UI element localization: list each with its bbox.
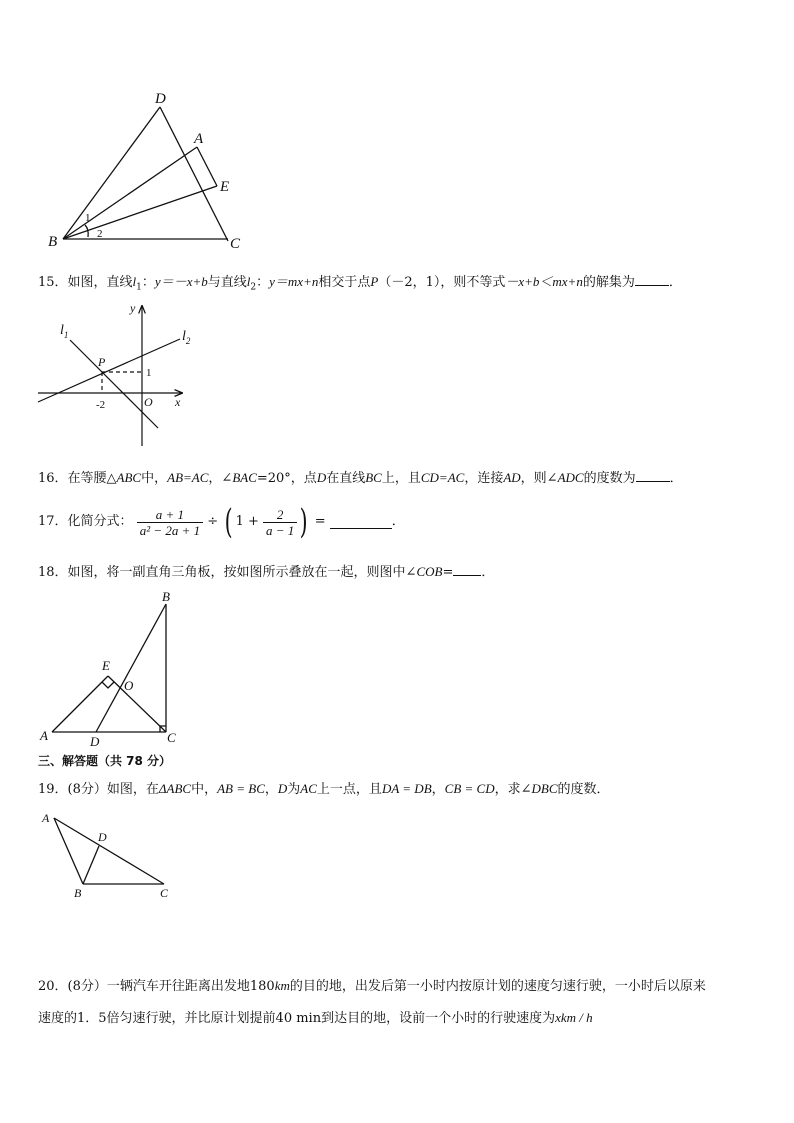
q15-l2: l <box>246 274 251 289</box>
q15-with: 与直线 <box>207 275 247 290</box>
q20-km: km <box>274 978 290 993</box>
q19-eq2: DA = DB <box>381 781 432 796</box>
q16-t1: 16．在等腰△ <box>38 471 117 486</box>
q17-num1: a + 1 <box>137 507 203 523</box>
q15-colon2: ： <box>256 275 270 290</box>
fig18-E: E <box>102 658 110 673</box>
q17-eq: = <box>314 514 326 529</box>
fig19-B: B <box>74 886 82 900</box>
label-E: E <box>220 179 230 195</box>
fig19-A: A <box>42 811 50 825</box>
q16-ad: AD <box>503 470 521 485</box>
q16-t4: =20°，点 <box>256 471 317 486</box>
fig15-x-label: x <box>175 395 181 409</box>
label-B: B <box>48 234 58 250</box>
answer-blank-q18[interactable] <box>453 562 481 576</box>
q19-ac: AC <box>300 781 317 796</box>
q16-abc: ABC <box>116 470 142 485</box>
q16-t5: 在直线 <box>326 471 366 486</box>
q16-t9: 的度数为 <box>583 471 636 486</box>
triangle-boards-figure-q18 <box>36 588 196 748</box>
question-15 <box>38 272 682 297</box>
q19-eq1: AB = BC <box>217 781 265 796</box>
angle-1-label: 1 <box>85 212 91 224</box>
answer-blank-q16[interactable] <box>636 468 670 482</box>
angle-2-label: 2 <box>97 228 103 240</box>
q17-den1: a² − 2a + 1 <box>139 522 201 538</box>
q16-t3: ，∠ <box>208 471 233 486</box>
fig19-D: D <box>98 830 107 844</box>
q20-t3: 速度的1．5倍匀速行驶，并比原计划提前40 min到达目的地，设前一个小时的行驶速度为 <box>38 1011 556 1026</box>
fig15-P-label: P <box>98 355 106 369</box>
q19-t4: 为 <box>287 782 301 797</box>
section-3-title: 三、解答题（共 78 分） <box>38 754 172 768</box>
fig15-one-label: 1 <box>146 367 152 379</box>
fig18-D: D <box>90 734 100 749</box>
q17-text: 17．化简分式： <box>38 514 133 529</box>
label-C: C <box>230 236 241 252</box>
q15-coords: （－2，1），则不等式 <box>378 275 506 290</box>
q16-bac: BAC <box>232 470 257 485</box>
q15-meet: 相交于点 <box>318 275 371 290</box>
q16-cdeq: CD=AC <box>420 470 465 485</box>
q19-t2: 中， <box>191 782 218 797</box>
q20-t1: 20．(8分）一辆汽车开往距离出发地180 <box>38 979 275 994</box>
q17-fraction-1 <box>137 507 203 538</box>
q16-abeq: AB=AC <box>167 470 209 485</box>
q17-left-paren: ( <box>224 502 233 542</box>
q20-speed: xkm / h <box>555 1010 593 1025</box>
q18-eq: = <box>442 565 454 580</box>
fig19-C: C <box>160 886 169 900</box>
q19-eq3: CB = CD <box>444 781 495 796</box>
q19-t7: ，求∠ <box>494 782 532 797</box>
q16-t8: ，则∠ <box>520 471 558 486</box>
q18-text: 18．如图，将一副直角三角板，按如图所示叠放在一起，则图中∠ <box>38 565 417 580</box>
q16-d: D <box>316 470 327 485</box>
q18-cob: COB <box>416 564 443 579</box>
question-18 <box>38 562 494 582</box>
q15-l1-sub: 1 <box>136 282 142 293</box>
q15-text: 15．如图，直线 <box>38 275 133 290</box>
fig18-B: B <box>162 589 170 604</box>
coordinate-figure-q15 <box>30 298 210 453</box>
fig18-A: A <box>40 728 48 743</box>
q15-ineq: －x+b＜mx+n <box>505 274 583 289</box>
fig15-neg2-label: -2 <box>96 399 106 411</box>
q17-fraction-2 <box>263 507 297 538</box>
q16-bc: BC <box>365 470 382 485</box>
q17-end: ． <box>391 514 405 529</box>
q19-d: D <box>277 781 288 796</box>
fig18-C: C <box>167 730 176 745</box>
q16-t6: 上，且 <box>381 471 421 486</box>
label-A: A <box>194 131 204 147</box>
answer-blank-q17[interactable] <box>330 515 392 529</box>
q15-l1: l <box>132 274 137 289</box>
q16-t7: ，连接 <box>464 471 504 486</box>
question-20-line-2 <box>38 1009 593 1028</box>
q20-t2: 的目的地，出发后第一小时内按原计划的速度匀速行驶，一小时后以原来 <box>289 979 706 994</box>
q15-eq1: y＝－x+b <box>154 274 208 289</box>
fig15-l1-label: $l_1$ <box>60 323 69 340</box>
q16-t2: 中， <box>141 471 168 486</box>
q18-end: ． <box>481 565 495 580</box>
q15-tail: 的解集为 <box>582 275 635 290</box>
label-D: D <box>155 91 166 107</box>
q15-eq2: y＝mx+n <box>269 274 319 289</box>
q15-l2-sub: 2 <box>250 282 257 293</box>
q19-t6: ， <box>431 782 445 797</box>
q19-tri: ΔABC <box>158 781 192 796</box>
fig15-y-label: y <box>130 301 136 315</box>
fig18-O: O <box>124 678 134 693</box>
q17-one-plus: 1 + <box>235 514 259 529</box>
q19-t8: 的度数． <box>557 782 610 797</box>
question-19 <box>38 780 610 799</box>
question-20-line-1 <box>38 977 706 996</box>
q19-dbc: DBC <box>531 781 558 796</box>
fig15-O-label: O <box>144 395 153 409</box>
q17-den2: a − 1 <box>266 522 295 538</box>
q19-t1: 19．(8分）如图，在 <box>38 782 159 797</box>
q19-t3: ， <box>264 782 278 797</box>
question-16 <box>38 468 683 488</box>
triangle-figure-q19 <box>36 808 176 903</box>
q15-P: P <box>370 274 379 289</box>
q17-num2: 2 <box>263 507 297 523</box>
q19-t5: 上一点，且 <box>316 782 382 797</box>
fig15-l2-label: $l_2$ <box>182 329 191 346</box>
answer-blank-q15[interactable] <box>635 272 669 286</box>
q16-end: ． <box>669 471 683 486</box>
question-17 <box>38 502 405 544</box>
q15-end: ． <box>668 275 682 290</box>
triangle-figure-q14 <box>40 85 260 255</box>
q16-adc: ADC <box>557 470 584 485</box>
q17-div: ÷ <box>207 514 219 529</box>
q17-right-paren: ) <box>299 502 308 542</box>
q15-colon1: ： <box>141 275 155 290</box>
